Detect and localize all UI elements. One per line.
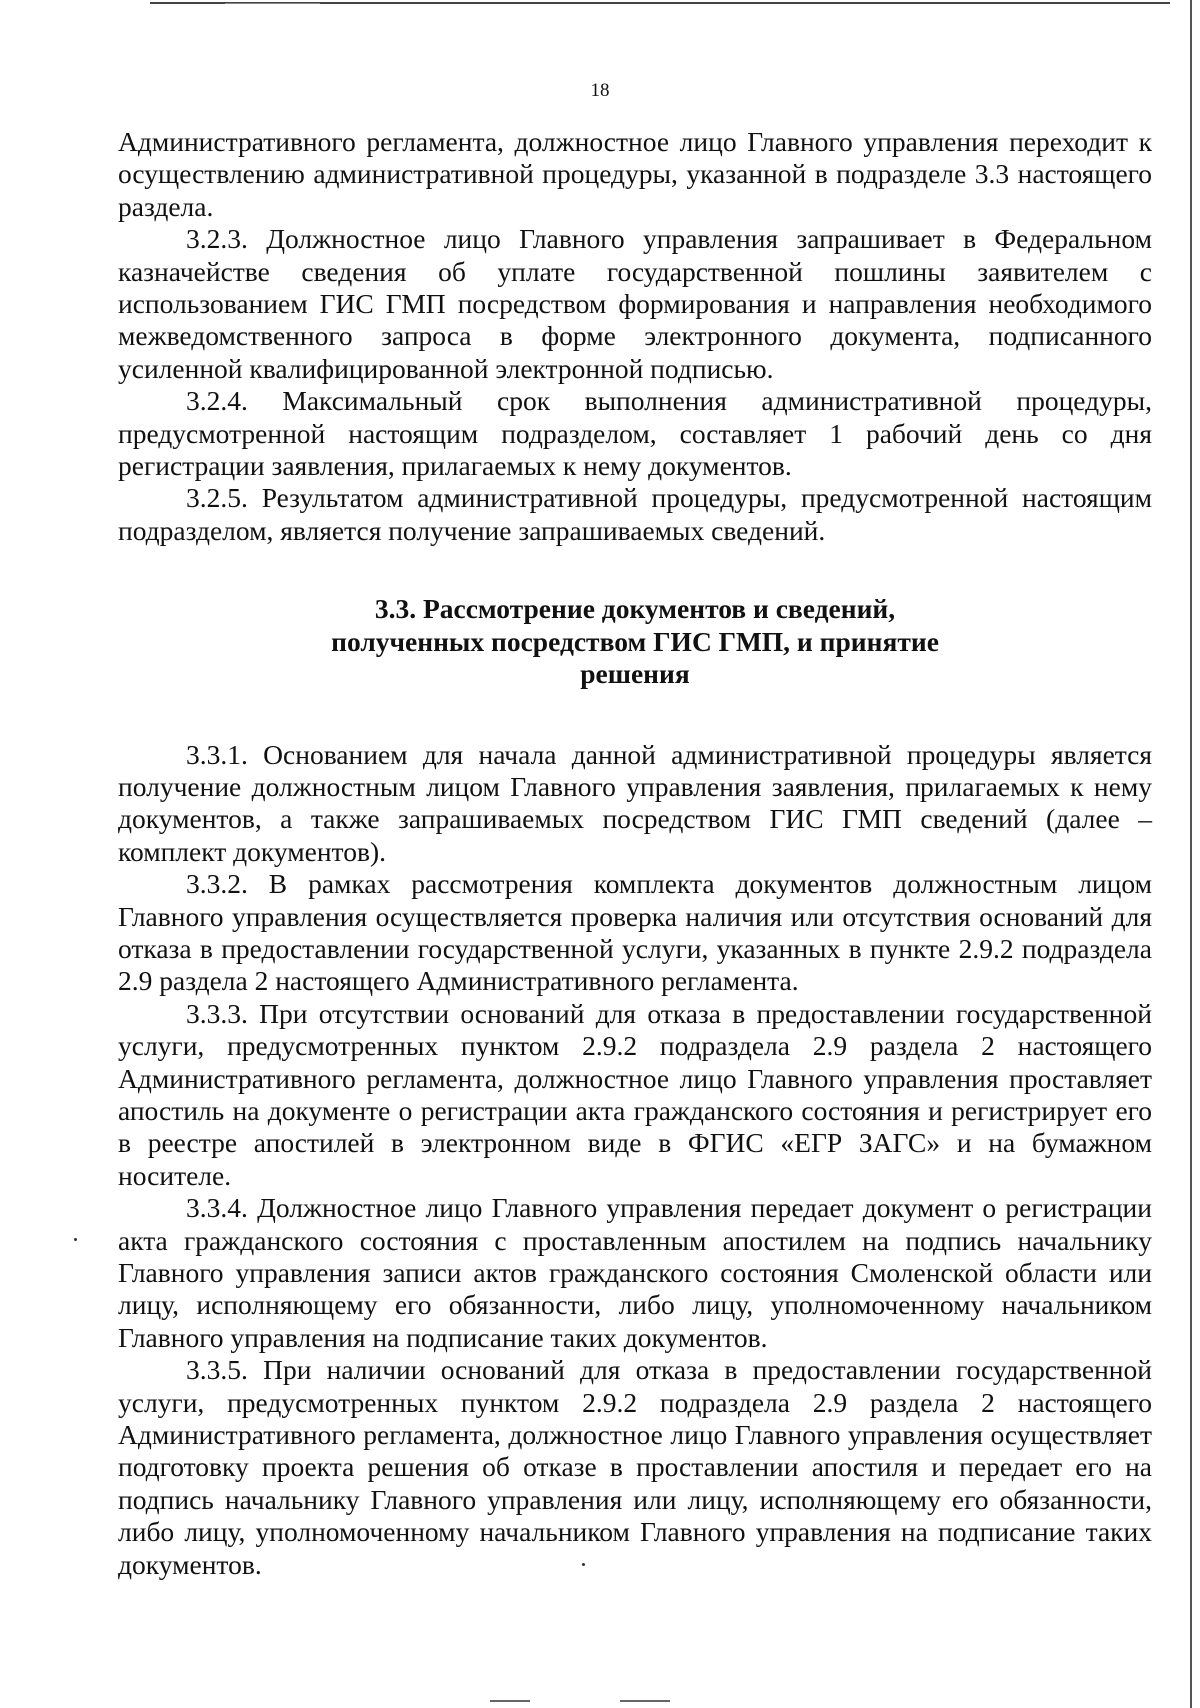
paragraph-3-2-3: 3.2.3. Должностное лицо Главного управления запрашивает в Федеральном казначействе сведения об уплате государственной пошлины заявителем с использованием ГИС ГМП посредством формирования и направления необходимого межведомственного запроса в форме электронного документа, подписанного усиленной квалифицированной электронной подписью. — [118, 223, 1152, 384]
page-number: 18 — [590, 80, 610, 101]
scan-right-edge — [1190, 0, 1192, 1708]
scan-speck — [74, 1238, 77, 1241]
paragraph-3-3-1: 3.3.1. Основанием для начала данной административной процедуры является получение должностным лицом Главного управления заявления, прилагаемых к нему документов, а также запрашиваемых посредством ГИС ГМП сведений (далее – комплект документов). — [118, 738, 1152, 867]
document-body — [118, 126, 1152, 1581]
paragraph-3-3-5: 3.3.5. При наличии оснований для отказа в предоставлении государственной услуги, предусмотренных пунктом 2.9.2 подраздела 2.9 раздела 2 настоящего Административного регламента, должностное лицо Главного управления осуществляет подготовку проекта решения об отказе в проставлении апостиля и передает его на подпись начальнику Главного управления или лицу, исполняющему его обязанности, либо лицу, уполномоченному начальником Главного управления на подписание таких документов. — [118, 1354, 1152, 1580]
paragraph-3-2-5: 3.2.5. Результатом административной процедуры, предусмотренной настоящим подразделом, является получение запрашиваемых сведений. — [118, 482, 1152, 546]
paragraph-3-3-4: 3.3.4. Должностное лицо Главного управления передает документ о регистрации акта гражданского состояния с проставленным апостилем на подпись начальнику Главного управления записи актов гражданского состояния Смоленской области или лицу, исполняющему его обязанности, либо лицу, уполномоченному начальником Главного управления на подписание таких документов. — [118, 1192, 1152, 1353]
scan-bottom-mark — [620, 1700, 670, 1702]
paragraph-3-3-3: 3.3.3. При отсутствии оснований для отказа в предоставлении государственной услуги, предусмотренных пунктом 2.9.2 подраздела 2.9 раздела 2 настоящего Административного регламента, должностное лицо Главного управления проставляет апостиль на документе о регистрации акта гражданского состояния и регистрирует его в реестре апостилей в электронном виде в ФГИС «ЕГР ЗАГС» и на бумажном носителе. — [118, 997, 1152, 1191]
section-heading-line: 3.3. Рассмотрение документов и сведений, — [374, 593, 896, 625]
paragraph-3-3-2: 3.3.2. В рамках рассмотрения комплекта документов должностным лицом Главного управления осуществляется проверка наличия или отсутствия оснований для отказа в предоставлении государственной услуги, указанных в пункте 2.9.2 подраздела 2.9 раздела 2 настоящего Административного регламента. — [118, 868, 1152, 997]
section-heading-line: решения — [580, 658, 690, 690]
section-heading-3-3 — [118, 593, 1152, 690]
section-heading-line: полученных посредством ГИС ГМП, и принятие — [331, 625, 939, 657]
paragraph-3-2-4: 3.2.4. Максимальный срок выполнения административной процедуры, предусмотренной настоящим подразделом, составляет 1 рабочий день со дня регистрации заявления, прилагаемых к нему документов. — [118, 385, 1152, 482]
paragraph-continuation: Административного регламента, должностное лицо Главного управления переходит к осуществлению административной процедуры, указанной в подразделе 3.3 настоящего раздела. — [118, 126, 1152, 222]
scan-edge-line-faint — [225, 3, 320, 4]
scan-bottom-mark — [490, 1700, 530, 1702]
